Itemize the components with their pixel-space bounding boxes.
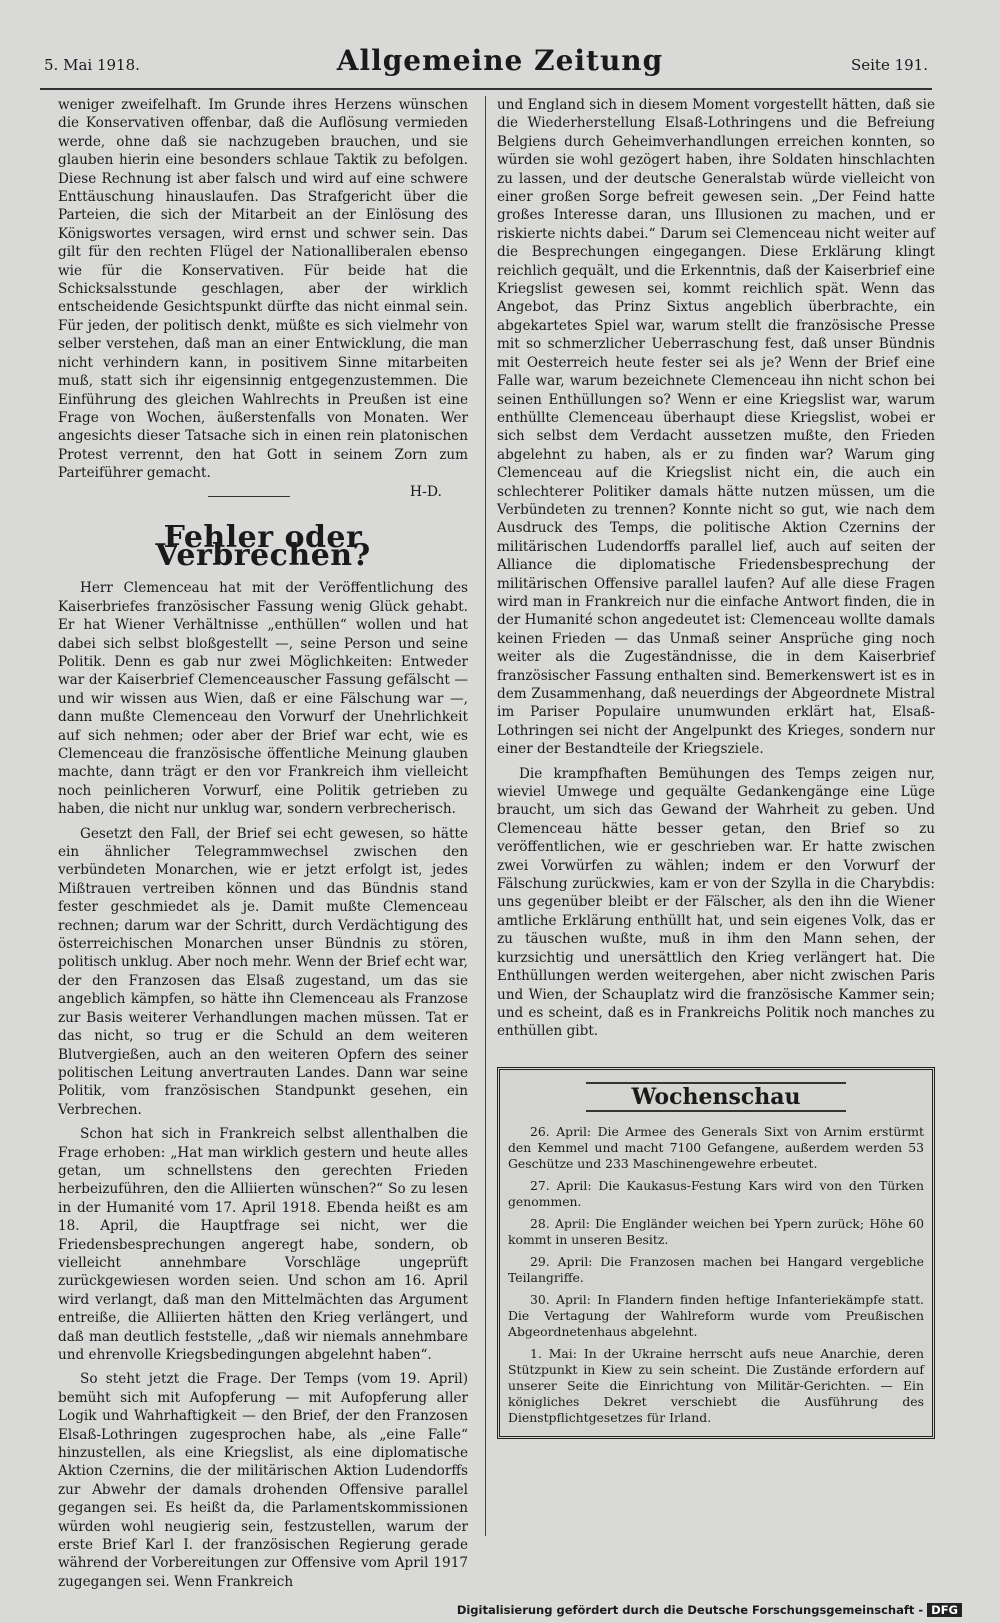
header-page-number: Seite 191.	[850, 56, 928, 74]
author-signature: H-D.	[409, 483, 442, 500]
digitization-footer	[457, 1603, 962, 1617]
header-rule	[40, 88, 932, 90]
list-item: 28. April: Die Engländer weichen bei Ypern zurück; Höhe 60 kommt in unseren Besitz.	[508, 1216, 924, 1248]
list-item: 30. April: In Flandern finden heftige Infanteriekämpfe statt. Die Vertagung der Wahlreform wurde vom Preußischen Abgeordnetenhaus abgelehnt.	[508, 1292, 924, 1340]
column-divider	[485, 96, 486, 1536]
signature-row	[58, 483, 468, 503]
masthead-title: Allgemeine Zeitung	[336, 44, 664, 77]
right-column	[497, 96, 935, 1439]
paragraph: So steht jetzt die Frage. Der Temps (vom 19. April) bemüht sich mit Aufopferung — mit Aufopferung aller Logik und Wahrhaftigkeit — den Brief, der den Franzosen Elsaß-Lothringen zugesprochen habe, als „eine Falle“ hinzustellen, als eine Kriegslist, als eine diplomatische Aktion Czernins, die der militärischen Aktion Ludendorffs zur Abwehr der damals drohenden Offensive parallel gegangen sei. Es heißt da, die Parlamentskommissionen würden wohl neugierig sein, festzustellen, warum der erste Brief Karl I. der französischen Regierung gerade während der Vorbereitungen zur Offensive vom April 1917 zugegangen sei. Wenn Frankreich	[58, 1371, 468, 1590]
separator-rule	[208, 496, 290, 497]
list-item: 1. Mai: In der Ukraine herrscht aufs neue Anarchie, deren Stützpunkt in Kiew zu sein scheint. Die Zustände erfordern auf unserer Seite die Einrichtung von Militär-Gerichten. — Ein königliches Dekret verschiebt die Ausführung des Dienstpflichtgesetzes für Irland.	[508, 1346, 924, 1426]
paragraph: und England sich in diesem Moment vorgestellt hätten, daß sie die Wiederherstellung Elsaß-Lothringens und die Befreiung Belgiens durch Geheimverhandlungen erreichen konnten, so würden sie wohl gezögert haben, ihre Soldaten hinschlachten zu lassen, und der deutsche Generalstab würde vielleicht von einer großen Sorge befreit gewesen sein. „Der Feind hatte großes Interesse daran, uns Illusionen zu machen, und er riskierte nichts dabei.“ Darum sei Clemenceau nicht weiter auf die Besprechungen eingegangen. Diese Erklärung klingt reichlich gequält, und die Erkenntnis, daß der Kaiserbrief eine Kriegslist gewesen sei, kommt reichlich spät. Wenn das Angebot, das Prinz Sixtus angeblich überbrachte, ein abgekartetes Spiel war, warum stellt die französische Presse mit so schmerzlicher Ueberraschung fest, daß unser Bündnis mit Oesterreich heute fester sei als je? Wenn der Brief eine Falle war, warum bezeichnete Clemenceau ihn nicht schon bei seinen Enthüllungen so? Wenn er eine Kriegslist war, warum enthüllte Clemenceau überhaupt diese Kriegslist, wobei er sich selbst dem Verdacht aussetzen mußte, den Frieden abgelehnt zu haben, als er zu finden war? Warum ging Clemenceau auf die Kriegslist nicht ein, die auch ein schlechterer Politiker damals hätte nutzen müssen, um die Verbündeten zu trennen? Konnte nicht so gut, wie nach dem Ausdruck des Temps, die politische Aktion Czernins der militärischen Ludendorffs parallel lief, auch auf seiten der Alliance die diplomatische Friedensbesprechung der militärischen Offensive parallel laufen? Auf alle diese Fragen wird man in Frankreich nur die einfache Antwort finden, die in der Humanité schon angedeutet ist: Clemenceau wollte damals keinen Frieden — das Unmaß seiner Ansprüche ging noch weiter als die Zugeständnisse, die in dem Kaiserbrief französischer Fassung enthalten sind. Bemerkenswert ist es in dem Zusammenhang, daß neuerdings der Abgeordnete Mistral im Pariser Populaire unumwunden erklärt hat, Elsaß-Lothringen sei nicht der Angelpunkt des Krieges, sondern nur einer der Bestandteile der Kriegsziele.	[497, 97, 935, 758]
paragraph: Schon hat sich in Frankreich selbst allenthalben die Frage erhoben: „Hat man wirklich gestern und heute alles getan, um schnellstens den gerechten Frieden herbeizuführen, den die Alliierten wünschen?“ So zu lesen in der Humanité vom 17. April 1918. Ebenda heißt es am 18. April, die Hauptfrage sei nicht, wer die Friedensbesprechungen angeregt habe, sondern, ob vielleicht annehmbare Vorschläge ungeprüft zurückgewiesen worden seien. Und schon am 16. April wird verlangt, daß man den Mittelmächten das Argument entreiße, die Alliierten hätten den Krieg verlängert, und daß man deutlich feststelle, „daß wir niemals annehmbare und ehrenvolle Kriegsbedingungen abgelehnt haben“.	[58, 1126, 468, 1363]
wochenschau-box	[497, 1067, 935, 1439]
article-title: Fehler oder Verbrechen?	[155, 519, 371, 573]
header-date: 5. Mai 1918.	[44, 56, 140, 74]
paragraph: Herr Clemenceau hat mit der Veröffentlichung des Kaiserbriefes französischer Fassung wenig Glück gehabt. Er hat Wiener Verhältnisse „enthüllen“ wollen und hat dabei sich selbst bloßgestellt —, seine Person und seine Politik. Denn es gab nur zwei Möglichkeiten: Entweder war der Kaiserbrief Clemenceauscher Fassung gefälscht — und wir wissen aus Wien, daß er eine Fälschung war —, dann mußte Clemenceau den Vorwurf der Unehrlichkeit auf sich nehmen; oder aber der Brief war echt, wie es Clemenceau die französische öffentliche Meinung glauben machte, dann trägt er den vor Frankreich ihm vielleicht noch peinlicheren Vorwurf, eine Politik getrieben zu haben, die nicht nur unklug war, sondern verbrecherisch.	[58, 580, 468, 818]
paragraph: Gesetzt den Fall, der Brief sei echt gewesen, so hätte ein ähnlicher Telegrammwechsel zwischen den verbündeten Monarchen, wie er jetzt erfolgt ist, jedes Mißtrauen vertreiben können und das Bündnis stand fester geschmiedet als je. Damit mußte Clemenceau rechnen; darum war der Schritt, durch Verdächtigung des österreichischen Monarchen unser Bündnis zu stören, politisch unklug. Aber noch mehr. Wenn der Brief echt war, der den Franzosen das Elsaß zugestand, um das sie angeblich kämpfen, so hätte ihn Clemenceau als Franzose zur Basis weiterer Verhandlungen machen müssen. Tat er das nicht, so trug er die Schuld an dem weiteren Blutvergießen, auch an den weiteren Opfern des seiner politischen Leitung anvertrauten Landes. Dann war seine Politik, vom französischen Standpunkt gesehen, ein Verbrechen.	[58, 825, 468, 1118]
left-column	[58, 96, 468, 1591]
dfg-logo: DFG	[927, 1603, 962, 1617]
list-item: 27. April: Die Kaukasus-Festung Kars wird von den Türken genommen.	[508, 1178, 924, 1210]
list-item: 29. April: Die Franzosen machen bei Hangard vergebliche Teilangriffe.	[508, 1254, 924, 1286]
box-title: Wochenschau	[586, 1082, 846, 1112]
list-item: 26. April: Die Armee des Generals Sixt von Arnim erstürmt den Kemmel und macht 7100 Gefangene, außerdem werden 53 Geschütze und 233 Maschinengewehre erbeutet.	[508, 1124, 924, 1172]
paragraph: weniger zweifelhaft. Im Grunde ihres Herzens wünschen die Konservativen offenbar, daß die Auflösung vermieden werde, ohne daß sie nachzugeben brauchen, und sie glauben hierin eine besonders schlaue Taktik zu befolgen. Diese Rechnung ist aber falsch und wird auf eine schwere Enttäuschung hinauslaufen. Das Strafgericht über die Parteien, die sich der Mitarbeit an der Einlösung des Königswortes versagen, wird ernst und schwer sein. Das gilt für den rechten Flügel der Nationalliberalen ebenso wie für die Konservativen. Für beide hat die Schicksalsstunde geschlagen, aber der wirklich entscheidende Gesichtspunkt dürfte das nicht einmal sein. Für jeden, der politisch denkt, müßte es sich vielmehr von selber verstehen, daß man an einer Entwicklung, die man nicht verhindern kann, in positivem Sinne mitarbeiten muß, statt sich ihr eigensinnig entgegenzustemmen. Die Einführung des gleichen Wahlrechts in Preußen ist eine Frage von Wochen, äußerstenfalls von Monaten. Wer angesichts dieser Tatsache sich in einen rein platonischen Protest verrennt, den hat Gott in seinem Zorn zum Parteiführer gemacht.	[58, 97, 468, 482]
paragraph: Die krampfhaften Bemühungen des Temps zeigen nur, wieviel Umwege und gequälte Gedankengänge eine Lüge braucht, um sich das Gewand der Wahrheit zu geben. Und Clemenceau hätte besser getan, den Brief so zu veröffentlichen, wie er geschrieben war. Er hatte zwischen zwei Vorwürfen zu wählen; indem er den Vorwurf der Fälschung zurückwies, kam er von der Szylla in die Charybdis: uns gegenüber bleibt er der Fälscher, als den ihn die Wiener amtliche Erklärung enthüllt hat, und sein eigenes Volk, das er zu täuschen wußte, muß in ihm den Mann sehen, der kurzsichtig und unersättlich den Krieg verlängert hat. Die Enthüllungen werden weitergehen, aber nicht zwischen Paris und Wien, der Schauplatz wird die französische Kammer sein; und es scheint, daß es in Frankreichs Politik noch manches zu enthüllen gibt.	[497, 765, 935, 1040]
footer-text: Digitalisierung gefördert durch die Deutsche Forschungsgemeinschaft -	[456, 1603, 924, 1617]
